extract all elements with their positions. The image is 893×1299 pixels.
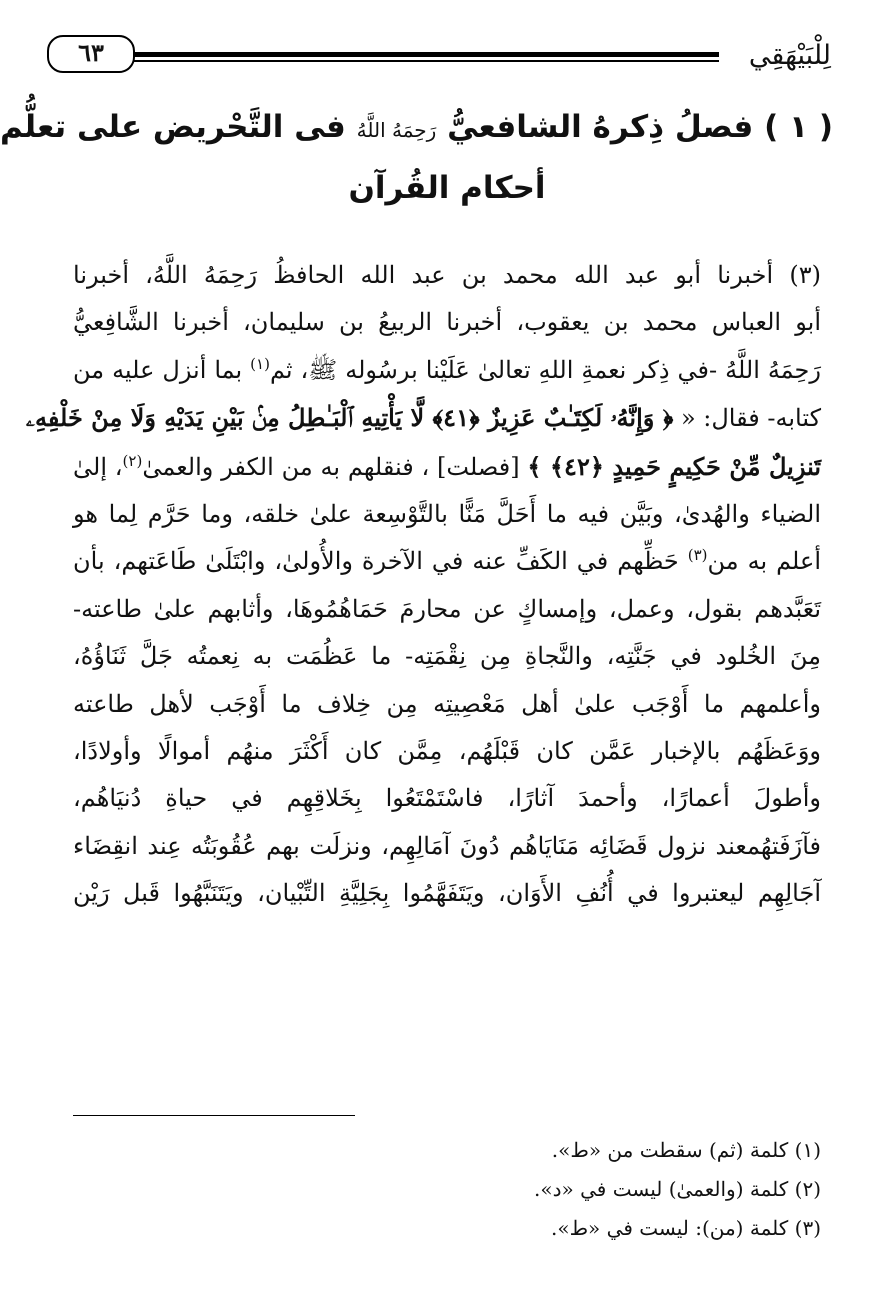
heading-line-1-start: ( ١ ) فصلُ ذِكرهُ الشافعيُّ [436, 109, 833, 145]
body-line: تَعَبَّدهم بقول، وعمل، وإمساكٍ عن محارمَ حَمَاهُمُوهَا، وأثابهم علىٰ طاعته- [73, 594, 821, 623]
heading-line-1-end: فى التَّحْريض على تعلُّم [0, 109, 357, 145]
body-line: آجَالِهِم ليعتبروا في أُنُفِ الأَوَان، ويَتَفَهَّمُوا بِجَلِيَّةِ التِّبْيان، ويَتَنَبَّهُوا قَبل رَيْن [73, 879, 821, 908]
body-line [73, 538, 821, 585]
quran-verse: ﴿ وَإِنَّهُۥ لَكِتَـٰبٌ عَزِيزٌ ﴿٤١﴾ لَّا يَأْتِيهِ ٱلْبَـٰطِلُ مِنۢ بَيْنِ يَدَيْهِ وَلَا مِنْ خَلْفِهِۦ [25, 403, 674, 433]
body-line: أبو العباس محمد بن يعقوب، أخبرنا الربيعُ بن سليمان، أخبرنا الشَّافِعيُّ [73, 308, 821, 337]
body-line: الضياء والهُدىٰ، وبَيَّن فيه ما أَحَلَّ مَنًّا بالتَّوْسِعة علىٰ خلقه، وما حَرَّم لِما هو [73, 500, 821, 529]
body-line [73, 347, 821, 394]
chapter-heading [0, 98, 833, 217]
body-line [25, 394, 821, 442]
quran-verse: تَنزِيلٌ مِّنْ حَكِيمٍ حَمِيدٍ ﴿٤٢﴾ ﴾ [527, 451, 822, 481]
body-line: وأعلمهم ما أَوْجَب علىٰ أهل مَعْصِيتِه مِن خِلاف ما أَوْجَب لأهل طاعته [73, 689, 821, 718]
body-line: مِنَ الخُلود في جَنَّتِه، والنَّجاةِ مِن نِقْمَتِه- ما عَظُمَت به نِعمتُه جَلَّ ثَنَاؤُهُ، [73, 642, 821, 671]
body-text [25, 252, 822, 918]
body-line-part: [فصلت] ، فنقلهم به من الكفر والعمىٰ [142, 452, 528, 481]
body-line: (٣) أخبرنا أبو عبد الله محمد بن عبد الله الحافظُ رَحِمَهُ اللَّهُ، أخبرنا [73, 261, 821, 289]
body-line: فآزَفَتهُمعند نزول قَضَائِه مَنَايَاهُم دُونَ آمَالِهِم، ونزلَت بهم عُقُوبَتُه عِند انقِضَاء [73, 831, 821, 860]
footnotes [73, 1131, 821, 1248]
body-line: وأطولَ أعمارًا، وأحمدَ آثارًا، فاسْتَمْتَعُوا بِخَلاقِهِم في حياةِ دُنيَاهُم، [73, 784, 821, 813]
footnote-separator [73, 1115, 355, 1116]
page-header [33, 32, 831, 82]
honorific-glyph: رَحِمَهُ اللَّهُ [356, 118, 437, 142]
footnote-2: (٢) كلمة (والعمىٰ) ليست في «د». [534, 1177, 821, 1201]
heading-line-2: أحكام القُرآن [348, 170, 546, 206]
body-line-part: رَحِمَهُ اللَّهُ -في ذِكر نعمةِ اللهِ تعالىٰ عَلَيْنا برسُوله ﷺ، ثم [269, 355, 821, 384]
footnote-reference[interactable]: (٣) [687, 546, 708, 565]
body-line-part: كتابه- فقال: « [673, 404, 821, 433]
footnote-reference[interactable]: (٢) [122, 451, 143, 470]
footnote-reference[interactable]: (١) [250, 354, 270, 373]
body-line-part: حَظِّهم في الكَفِّ عنه في الآخرة والأُولىٰ، وابْتَلَىٰ طَاعَتهم، بأن [73, 547, 688, 576]
body-line-part: ، إلىٰ [73, 452, 123, 481]
header-rule [133, 52, 719, 57]
body-line-part: أعلم به من [707, 547, 821, 576]
body-line-part: بما أنزل عليه من [73, 355, 251, 384]
page-number-badge [47, 35, 135, 73]
book-page [1, 0, 893, 1299]
running-title: لِلْبَيْهَقِي [748, 40, 831, 71]
footnote-1: (١) كلمة (ثم) سقطت من «ط». [551, 1138, 821, 1162]
footnote-3: (٣) كلمة (من): ليست في «ط». [550, 1216, 821, 1240]
body-line [73, 443, 821, 491]
page-number: ٦٣ [78, 38, 104, 67]
body-line: ووَعَظَهُم بالإخبار عَمَّن كان قَبْلَهُم، مِمَّن كان أَكْثَرَ منهُم أموالًا وأولادًا، [73, 737, 821, 766]
heading-line-1 [0, 98, 833, 159]
